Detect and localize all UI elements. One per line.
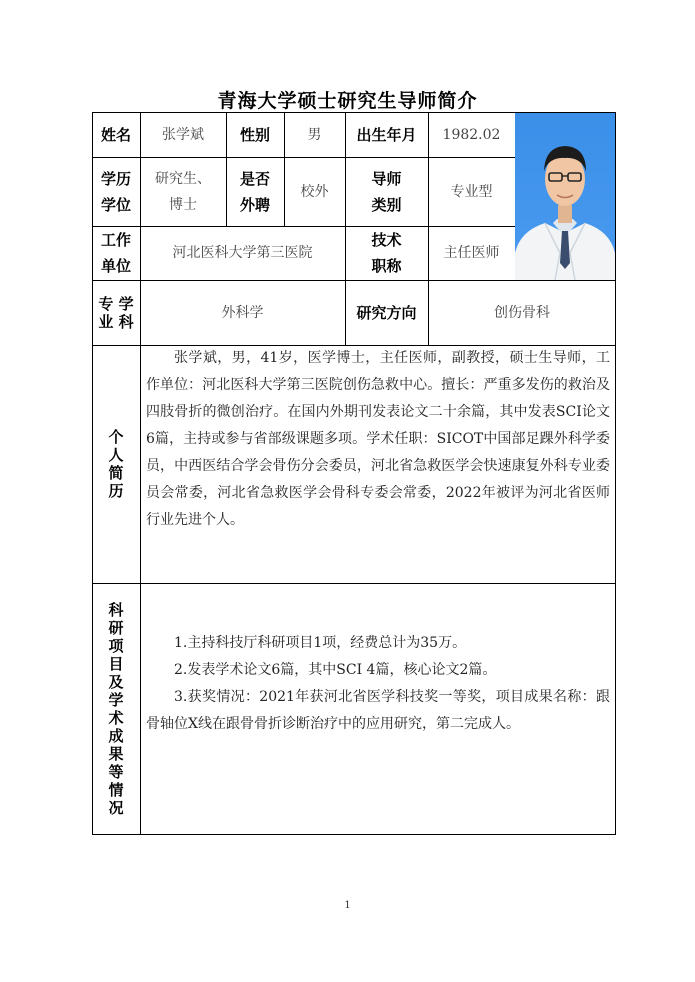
page-title: 青海大学硕士研究生导师简介	[217, 90, 478, 112]
research-label-char: 况	[108, 799, 124, 817]
value-gender: 男	[307, 126, 322, 143]
research-list	[146, 630, 610, 738]
research-item: 2.发表学术论文6篇，其中SCI 4篇，核心论文2篇。	[174, 662, 497, 678]
label-research	[92, 583, 140, 835]
research-label-char: 科	[108, 601, 124, 619]
value-birth: 1982.02	[442, 126, 501, 143]
label-external: 是否 外聘	[239, 169, 270, 214]
research-label-char: 项	[108, 637, 124, 655]
value-work-unit: 河北医科大学第三医院	[172, 245, 313, 261]
value-research-direction: 创伤骨科	[494, 304, 550, 321]
value-major: 外科学	[221, 304, 264, 321]
research-label-char: 果	[108, 745, 124, 763]
label-tutor-type: 导师 类别	[371, 169, 402, 214]
value-name: 张学斌	[162, 126, 204, 143]
tutor-photo	[515, 113, 615, 280]
value-external: 校外	[300, 183, 329, 200]
page-number: 1	[344, 900, 351, 911]
value-title-rank: 主任医师	[443, 245, 500, 261]
research-label-char: 成	[108, 727, 124, 745]
value-tutor-type: 专业型	[450, 183, 493, 200]
portrait-image	[515, 113, 615, 280]
research-label-char: 研	[108, 619, 124, 637]
label-birth: 出生年月	[356, 125, 417, 144]
research-label-char: 目	[108, 655, 124, 673]
research-label-char: 术	[108, 709, 124, 727]
label-work-unit: 工作 单位	[100, 231, 131, 275]
value-education: 研究生、 博士	[155, 170, 211, 213]
row-line-5	[92, 583, 616, 584]
label-bio: 个 人 简 历	[108, 428, 124, 500]
research-item: 3.获奖情况：2021年获河北省医学科技奖一等奖，项目成果名称：跟骨轴位X线在跟骨骨折诊断治疗中的应用研究，第二完成人。	[146, 689, 610, 732]
research-label-char: 等	[108, 763, 124, 781]
label-major: 专 学 业 科	[98, 294, 134, 331]
label-gender: 性别	[239, 125, 270, 144]
research-item: 1.主持科技厅科研项目1项，经费总计为35万。	[174, 635, 467, 651]
label-title-rank: 技术 职称	[371, 231, 402, 275]
label-name: 姓名	[100, 125, 131, 144]
research-label-char: 情	[108, 781, 124, 799]
research-label-char: 及	[108, 673, 124, 691]
label-research-direction: 研究方向	[356, 303, 417, 322]
research-label-char: 学	[108, 691, 124, 709]
label-education: 学历 学位	[100, 169, 131, 214]
bio-text: 张学斌，男，41岁，医学博士，主任医师，副教授，硕士生导师，工作单位：河北医科大学第三医院创伤急救中心。擅长：严重多发伤的救治及四肢骨折的微创治疗。在国内外期刊发表论文二十余篇，其中发表SCI论文6篇，主持或参与省部级课题多项。学术任职：SICOT中国部足踝外科学委员，中西医结合学会骨伤分会委员，河北省急救医学会快速康复外科专业委员会常委，河北省急救医学会骨科专委会常委，2022年被评为河北省医师行业先进个人。	[146, 350, 610, 528]
